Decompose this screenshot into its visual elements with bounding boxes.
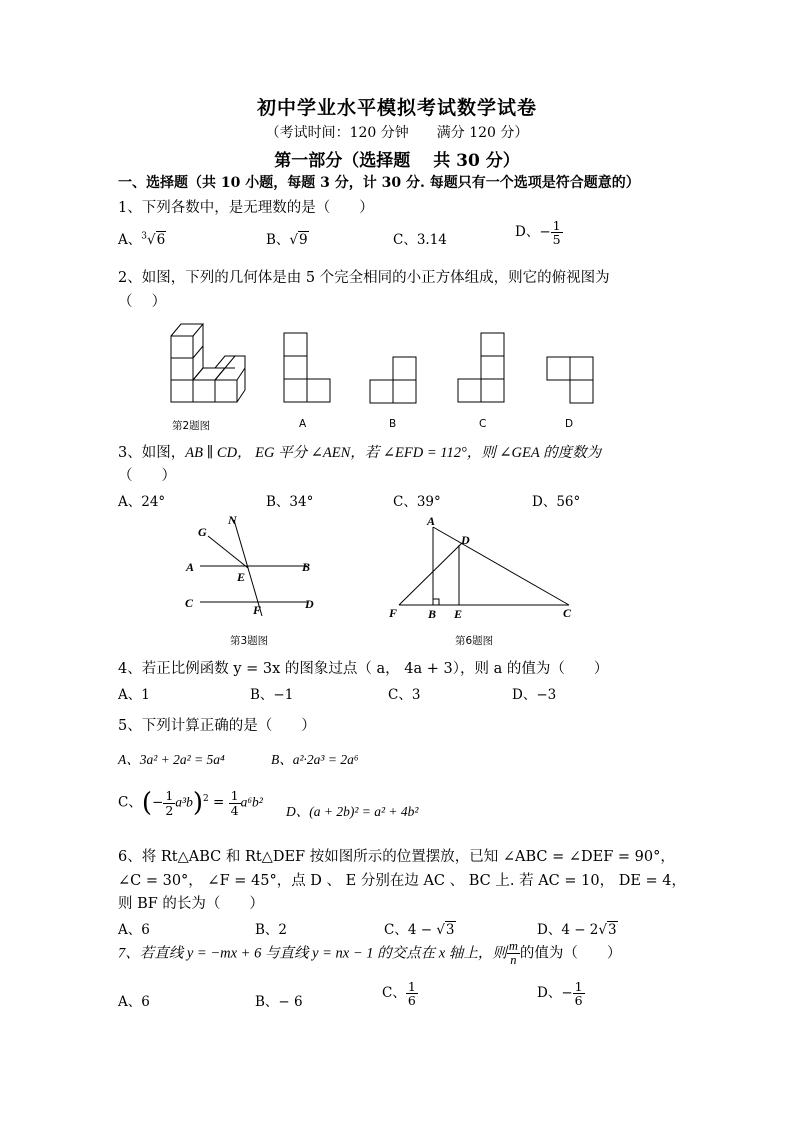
- q1-option-a: A、$^3$√6: [118, 231, 166, 248]
- question-2-stem: 2、如图，下列的几何体是由 5 个完全相同的小正方体组成，则它的俯视图为: [118, 270, 610, 286]
- q1-option-d: D、− $\frac{1}{5}$: [515, 218, 561, 248]
- q6-figure: [385, 513, 585, 623]
- q7-option-d: D、− $\frac{1}{6}$: [537, 979, 583, 1009]
- question-5-stem: 5、下列计算正确的是（ ）: [118, 718, 316, 734]
- exam-score: 满分 120 分）: [436, 125, 529, 141]
- exam-title: 初中学业水平模拟考试数学试卷: [256, 97, 537, 119]
- fig6-label-c: C: [563, 606, 572, 620]
- q6-option-c: C、4 − √3: [384, 922, 455, 938]
- q2-option-b-view: [368, 355, 423, 407]
- fig3-label-n: N: [228, 513, 237, 527]
- question-4-stem: 4、若正比例函数 y = 3x 的图象过点（ a， 4a + 3），则 a 的值为（ ）: [118, 661, 609, 677]
- q6-option-a: A、6: [118, 922, 150, 938]
- q3-caption: 第3题图: [230, 635, 269, 647]
- fig6-label-f: F: [389, 606, 398, 620]
- part-heading: 第一部分（选择题 共 30 分）: [274, 151, 520, 171]
- q4-option-d: D、−3: [512, 687, 557, 703]
- fig3-label-c: C: [185, 596, 194, 610]
- q3-option-a: A、24°: [118, 494, 166, 510]
- q2-cap-d: D: [565, 418, 574, 430]
- q4-option-a: A、1: [118, 687, 150, 703]
- exam-subtitle: [0, 122, 794, 142]
- q2-option-c-view: [456, 333, 511, 408]
- q7-option-b: B、− 6: [255, 994, 303, 1010]
- section-heading: 一、选择题（共 10 小题，每题 3 分，计 30 分. 每题只有一个选项是符合题意的）: [118, 175, 640, 191]
- q5-option-a: A、3a² + 2a² = 5a⁴: [118, 752, 225, 767]
- q3-figure: [180, 510, 330, 625]
- q3-option-c: C、39°: [393, 494, 441, 510]
- fig3-label-f: F: [253, 603, 262, 617]
- q3-option-b: B、34°: [266, 494, 314, 510]
- fig6-label-e: E: [454, 607, 463, 621]
- fig3-label-a: A: [186, 560, 195, 574]
- q7-option-c: C、 $\frac{1}{6}$: [382, 979, 416, 1009]
- question-1-stem: 1、下列各数中，是无理数的是（ ）: [118, 200, 374, 216]
- question-6-line-1: 6、将 Rt△ABC 和 Rt△DEF 按如图所示的位置摆放，已知 ∠ABC = ∠DEF = 90°，: [118, 849, 675, 865]
- q2-3d-figure: [165, 318, 250, 408]
- exam-time: （考试时间：120 分钟: [265, 125, 409, 141]
- q4-option-c: C、3: [388, 687, 421, 703]
- q2-cap-b: B: [389, 418, 397, 430]
- q5-option-b: B、a²·2a³ = 2a⁶: [271, 752, 359, 767]
- q6-option-d: D、4 − 2√3: [537, 922, 617, 938]
- q5-option-d: D、(a + 2b)² = a² + 4b²: [286, 804, 419, 819]
- fig3-label-d: D: [305, 597, 314, 611]
- fig3-label-b: B: [302, 560, 311, 574]
- question-3-paren: （ ）: [118, 468, 176, 484]
- question-7-stem: 7、若直线 y = −mx + 6 与直线 y = nx − 1 的交点在 x 轴上，则 $\frac{m}{n}$ 的值为（ ）: [118, 939, 622, 968]
- q2-cap-c: C: [479, 418, 487, 430]
- q2-option-d-view: [545, 355, 600, 407]
- question-6-line-3: 则 BF 的长为（ ）: [118, 896, 264, 912]
- fig6-label-b: B: [428, 607, 437, 621]
- q4-option-b: B、−1: [250, 687, 294, 703]
- q6-caption: 第6题图: [455, 635, 494, 647]
- fig3-label-e: E: [237, 570, 246, 584]
- q2-option-a-view: [280, 333, 335, 408]
- q1-option-b: B、√9: [266, 232, 308, 248]
- question-6-line-2: ∠C = 30°， ∠F = 45°，点 D 、 E 分别在边 AC 、 BC 上. 若 AC = 10， DE = 4，: [118, 873, 686, 889]
- fig6-label-d: D: [461, 533, 470, 547]
- q3-option-d: D、56°: [532, 494, 581, 510]
- question-2-paren: （ ）: [118, 294, 167, 310]
- q6-option-b: B、2: [255, 922, 288, 938]
- question-3-stem: 3、如图，AB ∥ CD， EG 平分 ∠AEN，若 ∠EFD = 112°，则 ∠GEA 的度数为: [118, 445, 602, 461]
- q7-option-a: A、6: [118, 994, 150, 1010]
- q2-caption: 第2题图: [172, 420, 211, 432]
- q5-option-c: C、(− $\frac{1}{2}$ a³b)$^2$ = $\frac{1}{4}$ a⁶b²: [118, 788, 263, 818]
- q1-option-c: C、3.14: [393, 232, 447, 248]
- fig6-label-a: A: [427, 514, 436, 528]
- fig3-label-g: G: [198, 525, 207, 539]
- q2-cap-a: A: [299, 418, 307, 430]
